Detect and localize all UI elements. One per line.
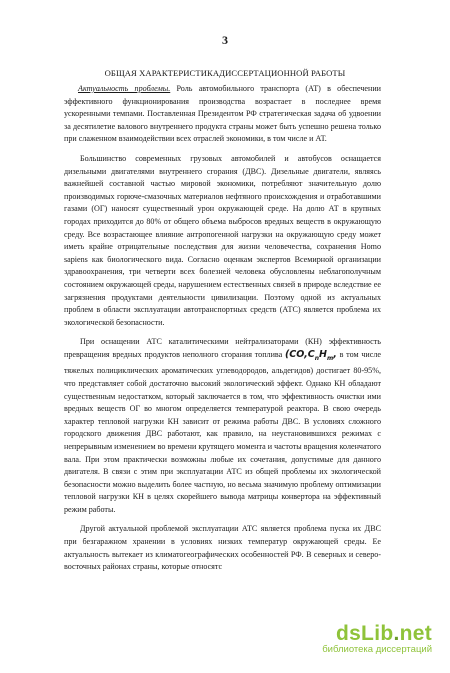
- paragraph-relevance-text: Роль автомобильного транспорта (АТ) в обеспечении эффективного функционирования производства возрастает в последнее время ускоренными темпами. Поставленная Президентом РФ стратегическая задача об удвоении за десятилетие валового внутреннего продукта страны может быть успешно решена только при слаженном взаимодействии всех отраслей экономики, в том числе и АТ.: [64, 84, 381, 144]
- watermark-logo: dsLib.net: [335, 622, 432, 645]
- emissions-formula: ($CO,C_nH_m$,: [284, 348, 337, 362]
- paragraph-catalytic-text-b: в том числе тяжелых полициклических ароматических углеводородов, альдегидов) достигает 80-95%, что представляет собой достаточно высокий экологический эффект. Однако КН обладают существенным недостатком, который заключается в том, что эффективность очистки ими вредных веществ ОГ во многом определяется температурой реактора. В свою очередь характер тепловой нагрузки КН зависит от режима работы ДВС. В условиях сложного городского движения ДВС работают, как правило, на неустановившихся режимах с непрерывным изменением во времени крутящего момента и частоты вращения коленчатого вала. При этом практически возможны любые их сочетания, допустимые для данного двигателя. В связи с этим при эксплуатации АТС из общей проблемы их экологической безопасности можно выделить более частную, но весьма значимую проблему оптимизации тепловой нагрузки КН в целях скорейшего вывода матрицы конвертора на эффективный режим работы.: [64, 349, 381, 514]
- watermark-subtitle: библиотека диссертаций: [322, 644, 432, 655]
- relevance-term: Актуальность проблемы.: [78, 84, 171, 93]
- paragraph-catalytic-converters: [64, 336, 381, 516]
- paragraph-cold-start: Другой актуальной проблемой эксплуатации АТС является проблема пуска их ДВС при безгаражном хранении в условиях низких температур окружающей среды. Ее актуальность вытекает из климатогеографических особенностей РФ. В северных и северо-восточных районах страны, которые относятс: [64, 524, 381, 572]
- dslib-watermark: [312, 622, 432, 655]
- paragraph-relevance: [64, 83, 381, 146]
- page-number: 3: [222, 33, 228, 47]
- paragraph-diesel-engines: Большинство современных грузовых автомобилей и автобусов оснащается дизельными двигателями внутреннего сгорания (ДВС). Дизельные двигатели, являясь важнейшей составной частью мировой экономики, потребляют значительную долю производимых горюче-смазочных материалов нефтяного происхождения и отработавшими газами (ОГ) наносят существенный урон окружающей среде. На долю АТ в крупных городах приходится до 80% от общего объема выбросов вредных веществ в окружающую среду. Все возрастающее влияние антропогенной нагрузки на окружающую среду может иметь крайне отрицательные последствия для жизни человечества, сохранения Homo sapiens как биологического вида. Согласно оценкам экспертов Всемирной организации здравоохранения, три четверти всех болезней человека обусловлены неблагополучным состоянием окружающей среды, нарушением естественных связей в природе вследствие ее загрязнения продуктами деятельности цивилизации. Поэтому одной из актуальных проблем в области эксплуатации автотранспортных средств (АТС) является проблема их экологической безопасности.: [64, 153, 381, 327]
- body-text: [64, 83, 381, 581]
- section-heading: ОБЩАЯ ХАРАКТЕРИСТИКАДИССЕРТАЦИОННОЙ РАБОТЫ: [104, 68, 346, 78]
- paragraph-catalytic-text-a: При оснащении АТС каталитическими нейтрализаторами (КН) эффективность превращения вредных продуктов неполного сгорания топлива: [64, 337, 381, 359]
